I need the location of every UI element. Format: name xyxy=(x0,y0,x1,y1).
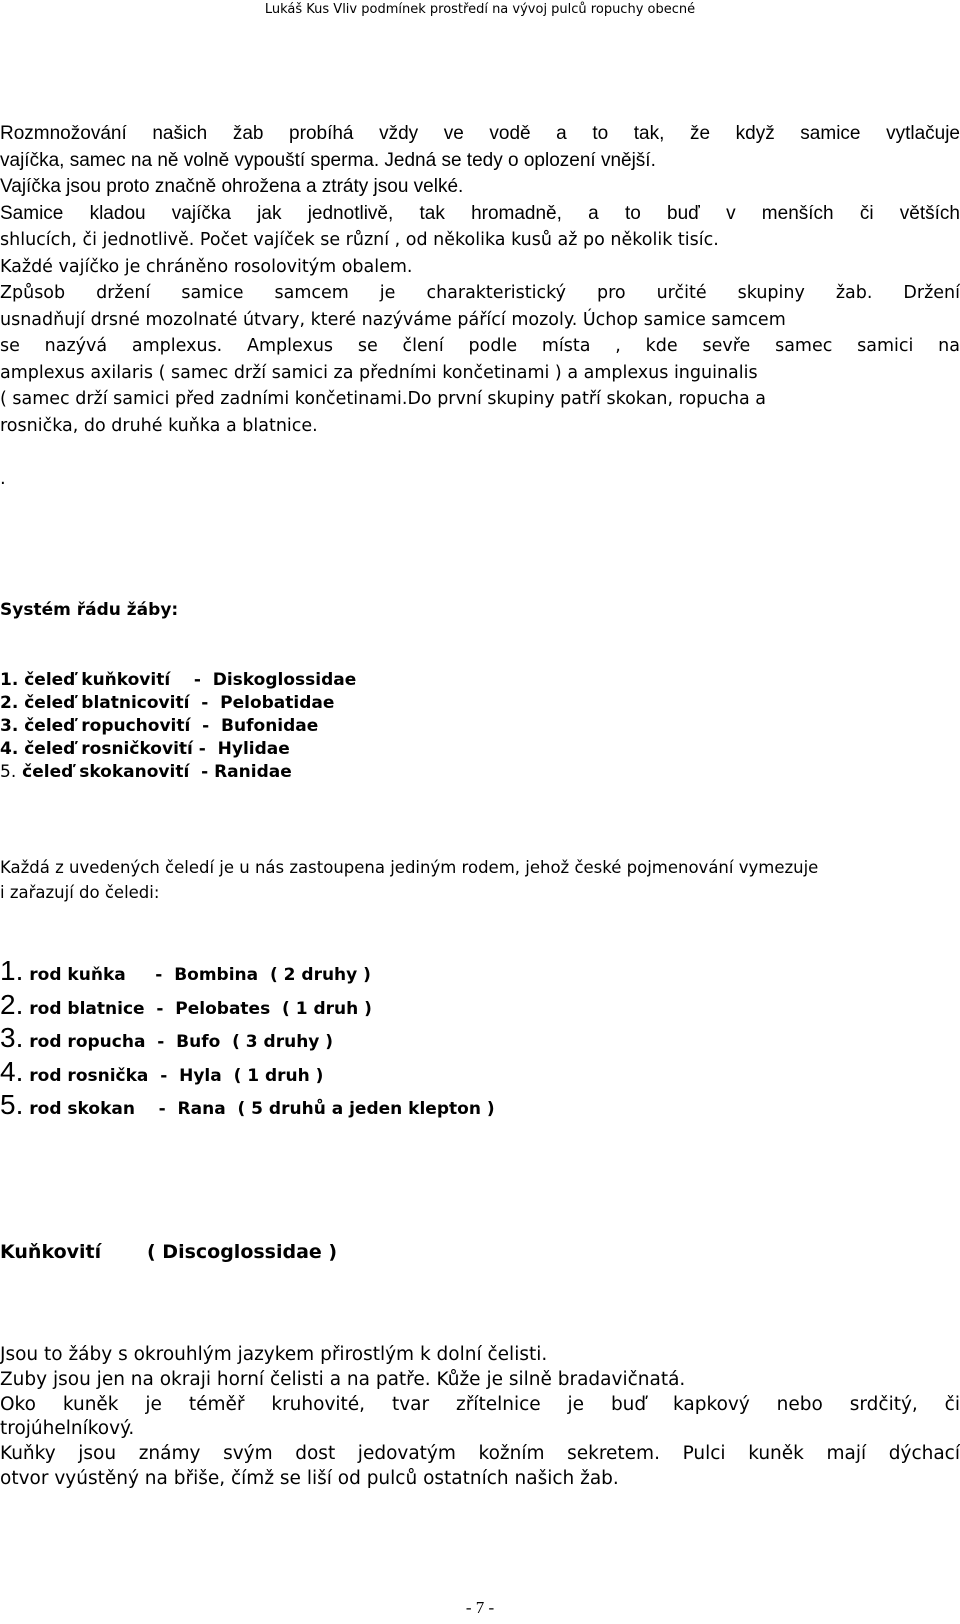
genus-text: rod rosnička - Hyla ( 1 druh ) xyxy=(29,1065,324,1086)
text-line: amplexus axilaris ( samec drží samici za předními končetinami ) a amplexus inguinalis xyxy=(0,362,758,383)
genus-text: rod skokan - Rana ( 5 druhů a jeden klepton ) xyxy=(29,1099,495,1119)
family-text: čeleď blatnicovití - Pelobatidae xyxy=(24,693,335,713)
body-paragraph xyxy=(0,1343,960,1492)
genus-item xyxy=(0,1089,495,1123)
genus-item xyxy=(0,1022,495,1056)
text-line: trojúhelníkový. xyxy=(0,1418,135,1440)
genus-number: 2. xyxy=(0,988,24,1020)
family-item xyxy=(0,669,356,692)
family-item xyxy=(0,738,356,761)
genus-number: 4. xyxy=(0,1055,24,1087)
text-line: Způsob držení samice samcem je charakteristický pro určité skupiny žab. Držení xyxy=(0,283,960,303)
family-number: 1. xyxy=(0,670,19,690)
genus-item xyxy=(0,955,495,989)
family-text: čeleď rosničkovití - Hylidae xyxy=(24,739,290,759)
text-line: Oko kuněk je téměř kruhovité, tvar zřítelnice je buď kapkový nebo srdčitý, či xyxy=(0,1393,960,1415)
family-number: 4. xyxy=(0,739,19,759)
family-text: čeleď ropuchovití - Bufonidae xyxy=(24,716,319,736)
genus-text: rod ropucha - Bufo ( 3 druhy ) xyxy=(29,1032,334,1052)
family-number: 3. xyxy=(0,716,19,736)
text-line: i zařazují do čeledi: xyxy=(0,883,160,902)
genus-text: rod blatnice - Pelobates ( 1 druh ) xyxy=(29,998,372,1019)
section-title: Kuňkovití xyxy=(0,1241,102,1263)
text-line: Rozmnožování našich žab probíhá vždy ve vodě a to tak, že když samice vytlačuje xyxy=(0,123,960,144)
section-subtitle: ( Discoglossidae ) xyxy=(147,1241,338,1263)
genus-item xyxy=(0,1056,495,1090)
family-text: čeleď kuňkovití - Diskoglossidae xyxy=(24,670,357,690)
text-line: Samice kladou vajíčka jak jednotlivě, tak hromadně, a to buď v menších či větších xyxy=(0,202,960,224)
genus-number: 1. xyxy=(0,955,24,986)
family-item xyxy=(0,715,356,738)
text-line: Každá z uvedených čeledí je u nás zastoupena jediným rodem, jehož české pojmenování vymezuje xyxy=(0,858,819,877)
text-line: usnadňují drsné mozolnaté útvary, které nazýváme pářící mozoly. Úchop samice samcem xyxy=(0,309,786,330)
page-number: - 7 - xyxy=(465,1598,495,1617)
text-line: Kuňky jsou známy svým dost jedovatým kožním sekretem. Pulci kuněk mají dýchací xyxy=(0,1443,960,1465)
family-item xyxy=(0,761,356,784)
text-line: ( samec drží samici před zadními končetinami.Do první skupiny patří skokan, ropucha a xyxy=(0,389,767,409)
family-list xyxy=(0,669,356,784)
family-number: 2. xyxy=(0,693,19,713)
text-line: Vajíčka jsou proto značně ohrožena a ztráty jsou velké. xyxy=(0,176,464,197)
text-line: rosnička, do druhé kuňka a blatnice. xyxy=(0,415,318,436)
text-line: Zuby jsou jen na okraji horní čelisti a na patře. Kůže je silně bradavičnatá. xyxy=(0,1368,686,1390)
genus-text: rod kuňka - Bombina ( 2 druhy ) xyxy=(29,965,371,985)
family-number: 5. xyxy=(0,762,17,782)
genus-number: 5. xyxy=(0,1089,24,1120)
stray-dot: . xyxy=(0,468,6,489)
genera-list xyxy=(0,955,495,1123)
genus-item xyxy=(0,989,495,1023)
intro-paragraph xyxy=(0,121,960,439)
genera-intro xyxy=(0,855,960,905)
running-header: Lukáš Kus Vliv podmínek prostředí na vývoj pulců ropuchy obecné xyxy=(264,2,696,17)
text-line: otvor vyústěný na břiše, čímž se liší od pulců ostatních našich žab. xyxy=(0,1467,619,1489)
system-title: Systém řádu žáby: xyxy=(0,600,179,620)
genus-number: 3. xyxy=(0,1022,24,1053)
text-line: Každé vajíčko je chráněno rosolovitým obalem. xyxy=(0,256,413,277)
family-text: čeleď skokanovití - Ranidae xyxy=(22,762,292,782)
text-line: Jsou to žáby s okrouhlým jazykem přirostlým k dolní čelisti. xyxy=(0,1344,548,1365)
text-line: se nazývá amplexus. Amplexus se člení podle místa , kde sevře samec samici na xyxy=(0,336,960,356)
text-line: shlucích, či jednotlivě. Počet vajíček se různí , od několika kusů až po několik tisíc. xyxy=(0,230,719,250)
text-line: vajíčka, samec na ně volně vypouští sperma. Jedná se tedy o oplození vnější. xyxy=(0,149,656,171)
family-item xyxy=(0,692,356,715)
